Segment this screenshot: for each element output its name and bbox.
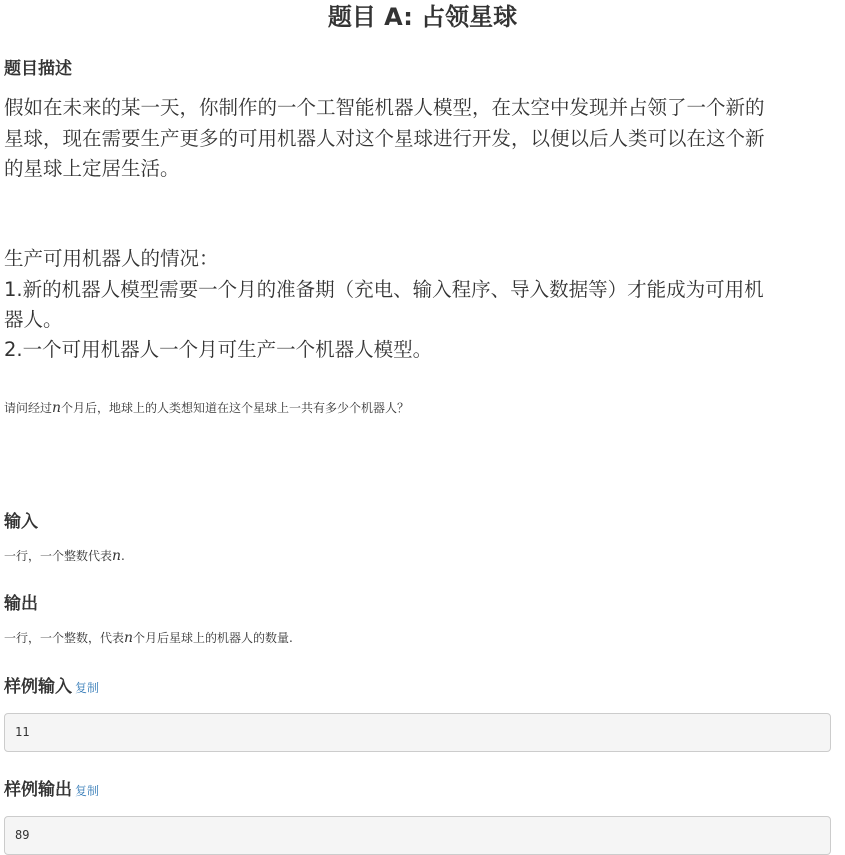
sample-input-box[interactable]: 11 [4,713,831,752]
input-text-before: 一行，一个整数代表 [4,549,113,563]
sample-output-box[interactable]: 89 [4,816,831,855]
question-text [4,399,409,417]
description-line: 1.新的机器人模型需要一个月的准备期（充电、输入程序、导入数据等）才能成为可用机 [4,278,764,301]
page-title: 题目 A: 占领星球 [327,3,518,31]
output-heading: 输出 [4,594,38,614]
copy-sample-input-link[interactable]: 复制 [75,681,100,695]
description-line: 的星球上定居生活。 [4,157,180,180]
copy-sample-output-link[interactable]: 复制 [75,784,100,798]
question-before: 请问经过 [4,401,53,415]
description-line: 星球，现在需要生产更多的可用机器人对这个星球进行开发，以便以后人类可以在这个新 [4,127,765,150]
output-text-before: 一行，一个整数，代表 [4,631,125,645]
description-line: 生产可用机器人的情况： [4,247,219,270]
description-line: 器人。 [4,308,63,331]
output-text-after: 个月后星球上的机器人的数量. [133,631,293,645]
question-after: 个月后，地球上的人类想知道在这个星球上一共有多少个机器人？ [61,401,410,415]
sample-input-heading [4,676,99,699]
sample-output-heading [4,779,99,802]
description-line: 2.一个可用机器人一个月可生产一个机器人模型。 [4,338,433,361]
output-text [4,629,293,647]
sample-input-heading-label: 样例输入 [4,677,72,697]
math-variable-n: n [112,548,122,564]
math-variable-n: n [52,400,62,416]
sample-output-heading-label: 样例输出 [4,780,72,800]
input-text-after: . [121,549,125,563]
description-heading: 题目描述 [4,59,72,79]
math-variable-n: n [124,630,134,646]
input-text [4,547,125,565]
input-heading: 输入 [4,512,38,532]
description-line: 假如在未来的某一天，你制作的一个工智能机器人模型，在太空中发现并占领了一个新的 [4,96,765,119]
